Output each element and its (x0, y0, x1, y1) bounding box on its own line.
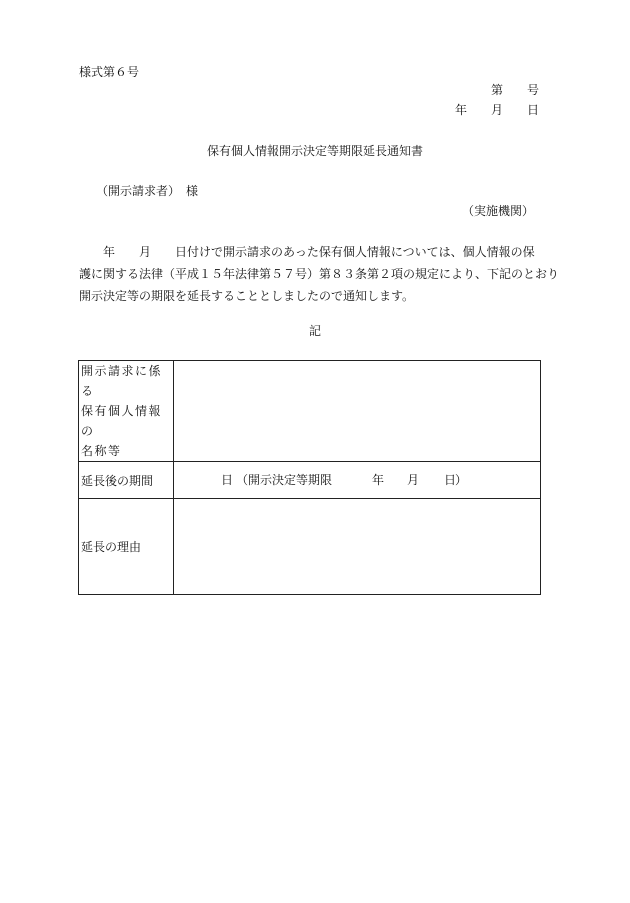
extension-details-table (78, 360, 541, 595)
issue-date: 年 月 日 (454, 103, 539, 117)
table-row (79, 462, 541, 499)
document-title: 保有個人情報開示決定等期限延長通知書 (206, 144, 423, 158)
body-line-3: 開示決定等の期限を延長することとしましたので通知します。 (79, 289, 415, 303)
extended-period-value (174, 462, 541, 499)
addressee-label: （開示請求者） (96, 184, 175, 198)
information-name-label (79, 361, 174, 462)
addressee (96, 185, 198, 197)
deadline-year: 年 (372, 473, 385, 487)
extension-reason-label: 延長の理由 (79, 499, 174, 595)
label-line: 名称等 (81, 444, 122, 458)
information-name-value (174, 361, 541, 462)
form-number: 様式第６号 (79, 65, 140, 79)
addressee-spacer (174, 184, 186, 198)
period-paren-close: ） (455, 473, 468, 487)
table-row (79, 499, 541, 595)
disclosure-deadline-label: 開示決定等期限 (248, 473, 333, 487)
deadline-day: 日 (444, 473, 457, 487)
label-line: 開示請求に係る (81, 364, 163, 398)
body-line-1: 年 月 日付けで開示請求のあった保有個人情報については、個人情報の保 (79, 245, 535, 259)
notice-body (79, 241, 560, 307)
label-line: 保有個人情報の (81, 404, 163, 438)
period-paren-open: （ (236, 473, 249, 487)
addressee-honorific: 様 (186, 184, 199, 198)
document-number: 第 号 (490, 83, 539, 97)
implementing-organization: （実施機関） (461, 204, 534, 218)
period-day: 日 (221, 473, 234, 487)
deadline-month: 月 (407, 473, 420, 487)
extended-period-label: 延長後の期間 (79, 462, 174, 499)
table-row (79, 361, 541, 462)
ki-heading: 記 (308, 324, 321, 338)
body-line-2: 護に関する法律（平成１５年法律第５７号）第８３条第２項の規定により、下記のとおり (79, 267, 560, 281)
extension-reason-value (174, 499, 541, 595)
